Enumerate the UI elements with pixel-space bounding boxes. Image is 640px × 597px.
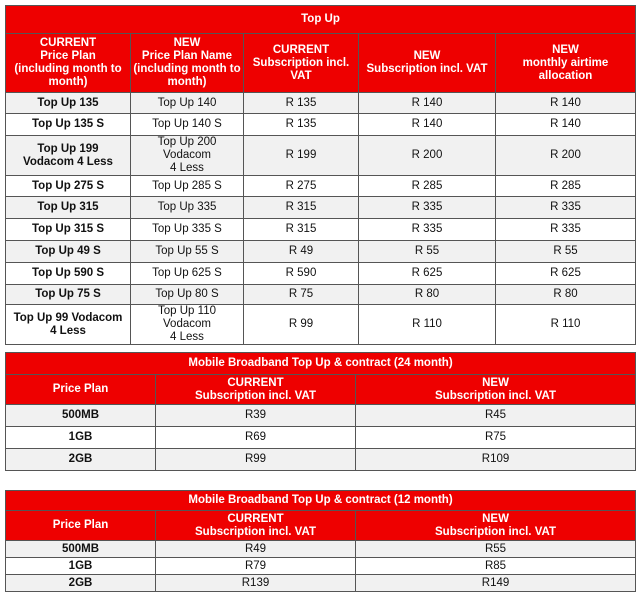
top-up-title: Top Up [6, 6, 636, 34]
mbb24-title: Mobile Broadband Top Up & contract (24 month) [6, 353, 636, 375]
current-subscription-cell: R49 [156, 541, 356, 558]
new-subscription-cell: R 285 [359, 176, 496, 197]
table-row [6, 176, 636, 197]
table-row [6, 558, 636, 575]
mbb12-header-row [6, 511, 636, 541]
new-subscription-cell: R109 [356, 449, 636, 471]
current-subscription-cell: R 75 [244, 285, 359, 305]
current-subscription-cell: R 275 [244, 176, 359, 197]
new-plan-cell: Top Up 140 [131, 93, 244, 114]
current-subscription-cell: R 135 [244, 114, 359, 136]
header-line: Subscription incl. VAT [195, 525, 316, 538]
table-row [6, 263, 636, 285]
airtime-cell: R 335 [496, 219, 636, 241]
table-row [6, 405, 636, 427]
new-plan-cell: Top Up 335 S [131, 219, 244, 241]
current-subscription-cell: R 99 [244, 305, 359, 345]
header-line: (including month to [14, 63, 122, 75]
plan-cell: 500MB [6, 541, 156, 558]
current-subscription-cell: R79 [156, 558, 356, 575]
header-line: Subscription incl. VAT [435, 389, 556, 402]
new-plan-cell [131, 305, 244, 345]
header-current-subscription [156, 511, 356, 541]
mbb24-header-row [6, 375, 636, 405]
new-subscription-cell: R 110 [359, 305, 496, 345]
new-plan-cell [131, 136, 244, 176]
table-row [6, 285, 636, 305]
header-price-plan: Price Plan [6, 375, 156, 405]
plan-cell: 500MB [6, 405, 156, 427]
new-subscription-cell: R55 [356, 541, 636, 558]
airtime-cell: R 140 [496, 93, 636, 114]
current-plan-cell [6, 136, 131, 176]
header-line: NEW [482, 376, 509, 389]
airtime-cell: R 140 [496, 114, 636, 136]
top-up-header-row [6, 34, 636, 93]
header-line: NEW [552, 43, 579, 56]
header-new-price-plan [131, 34, 244, 93]
table-row [6, 575, 636, 592]
header-line: VAT [290, 69, 312, 82]
cell-line: 4 Less [50, 324, 86, 337]
header-line: monthly airtime [522, 56, 609, 69]
current-subscription-cell: R 590 [244, 263, 359, 285]
header-line: NEW [173, 37, 201, 49]
current-subscription-cell: R69 [156, 427, 356, 449]
new-subscription-cell: R75 [356, 427, 636, 449]
new-plan-cell: Top Up 80 S [131, 285, 244, 305]
cell-line: Top Up 200 Vodacom [157, 136, 217, 161]
new-subscription-cell: R 335 [359, 219, 496, 241]
cell-line: Top Up 99 Vodacom [13, 311, 123, 324]
new-subscription-cell: R 200 [359, 136, 496, 176]
header-line: NEW [413, 50, 441, 62]
current-subscription-cell: R39 [156, 405, 356, 427]
current-plan-cell: Top Up 135 [6, 93, 131, 114]
header-line: (including month to [133, 63, 241, 75]
current-plan-cell: Top Up 275 S [6, 176, 131, 197]
header-new-airtime [496, 34, 636, 93]
table-row [6, 241, 636, 263]
cell-line: Top Up 199 [37, 142, 99, 155]
new-plan-cell: Top Up 335 [131, 197, 244, 219]
header-line: NEW [482, 512, 509, 525]
table-row [6, 449, 636, 471]
new-subscription-cell: R 140 [359, 114, 496, 136]
current-subscription-cell: R 315 [244, 197, 359, 219]
current-plan-cell: Top Up 135 S [6, 114, 131, 136]
table-row [6, 219, 636, 241]
airtime-cell: R 200 [496, 136, 636, 176]
header-line: Subscription incl. VAT [366, 63, 488, 75]
new-subscription-cell: R 335 [359, 197, 496, 219]
header-current-price-plan [6, 34, 131, 93]
new-plan-cell: Top Up 625 S [131, 263, 244, 285]
airtime-cell: R 55 [496, 241, 636, 263]
airtime-cell: R 80 [496, 285, 636, 305]
table-row [6, 136, 636, 176]
header-line: allocation [538, 69, 593, 82]
current-plan-cell: Top Up 315 S [6, 219, 131, 241]
new-plan-cell: Top Up 55 S [131, 241, 244, 263]
new-subscription-cell: R85 [356, 558, 636, 575]
new-subscription-cell: R 625 [359, 263, 496, 285]
airtime-cell: R 335 [496, 197, 636, 219]
mobile-broadband-12-month-table [5, 490, 636, 592]
plan-cell: 1GB [6, 427, 156, 449]
current-subscription-cell: R 199 [244, 136, 359, 176]
current-plan-cell [6, 305, 131, 345]
new-subscription-cell: R45 [356, 405, 636, 427]
table-row [6, 93, 636, 114]
cell-line: Vodacom 4 Less [23, 155, 113, 168]
current-plan-cell: Top Up 590 S [6, 263, 131, 285]
new-subscription-cell: R149 [356, 575, 636, 592]
header-line: CURRENT [272, 43, 330, 56]
mobile-broadband-24-month-table [5, 352, 636, 471]
header-new-subscription [359, 34, 496, 93]
mbb12-title: Mobile Broadband Top Up & contract (12 month) [6, 491, 636, 511]
header-current-subscription [156, 375, 356, 405]
plan-cell: 1GB [6, 558, 156, 575]
cell-line: 4 Less [170, 162, 204, 174]
new-plan-cell: Top Up 140 S [131, 114, 244, 136]
header-line: Price Plan Name [141, 50, 233, 62]
header-line: Price Plan [40, 50, 96, 62]
new-subscription-cell: R 140 [359, 93, 496, 114]
new-subscription-cell: R 55 [359, 241, 496, 263]
top-up-table [5, 5, 636, 345]
header-line: Subscription incl. [252, 56, 350, 69]
header-line: Subscription incl. VAT [435, 525, 556, 538]
table-row [6, 114, 636, 136]
current-subscription-cell: R 135 [244, 93, 359, 114]
current-plan-cell: Top Up 49 S [6, 241, 131, 263]
current-subscription-cell: R 49 [244, 241, 359, 263]
new-subscription-cell: R 80 [359, 285, 496, 305]
header-line: CURRENT [227, 376, 284, 389]
current-subscription-cell: R99 [156, 449, 356, 471]
header-line: CURRENT [227, 512, 284, 525]
header-line: month) [167, 76, 207, 88]
header-new-subscription [356, 375, 636, 405]
cell-line: 4 Less [170, 331, 204, 343]
header-line: Subscription incl. VAT [195, 389, 316, 402]
table-row [6, 197, 636, 219]
table-row [6, 541, 636, 558]
table-row [6, 427, 636, 449]
current-plan-cell: Top Up 75 S [6, 285, 131, 305]
airtime-cell: R 625 [496, 263, 636, 285]
header-line: month) [48, 76, 88, 88]
cell-line: Top Up 110 Vodacom [158, 305, 216, 330]
current-subscription-cell: R 315 [244, 219, 359, 241]
header-current-subscription [244, 34, 359, 93]
header-line: CURRENT [39, 37, 97, 49]
new-plan-cell: Top Up 285 S [131, 176, 244, 197]
header-price-plan: Price Plan [6, 511, 156, 541]
current-plan-cell: Top Up 315 [6, 197, 131, 219]
table-row [6, 305, 636, 345]
plan-cell: 2GB [6, 575, 156, 592]
plan-cell: 2GB [6, 449, 156, 471]
airtime-cell: R 285 [496, 176, 636, 197]
current-subscription-cell: R139 [156, 575, 356, 592]
header-new-subscription [356, 511, 636, 541]
airtime-cell: R 110 [496, 305, 636, 345]
